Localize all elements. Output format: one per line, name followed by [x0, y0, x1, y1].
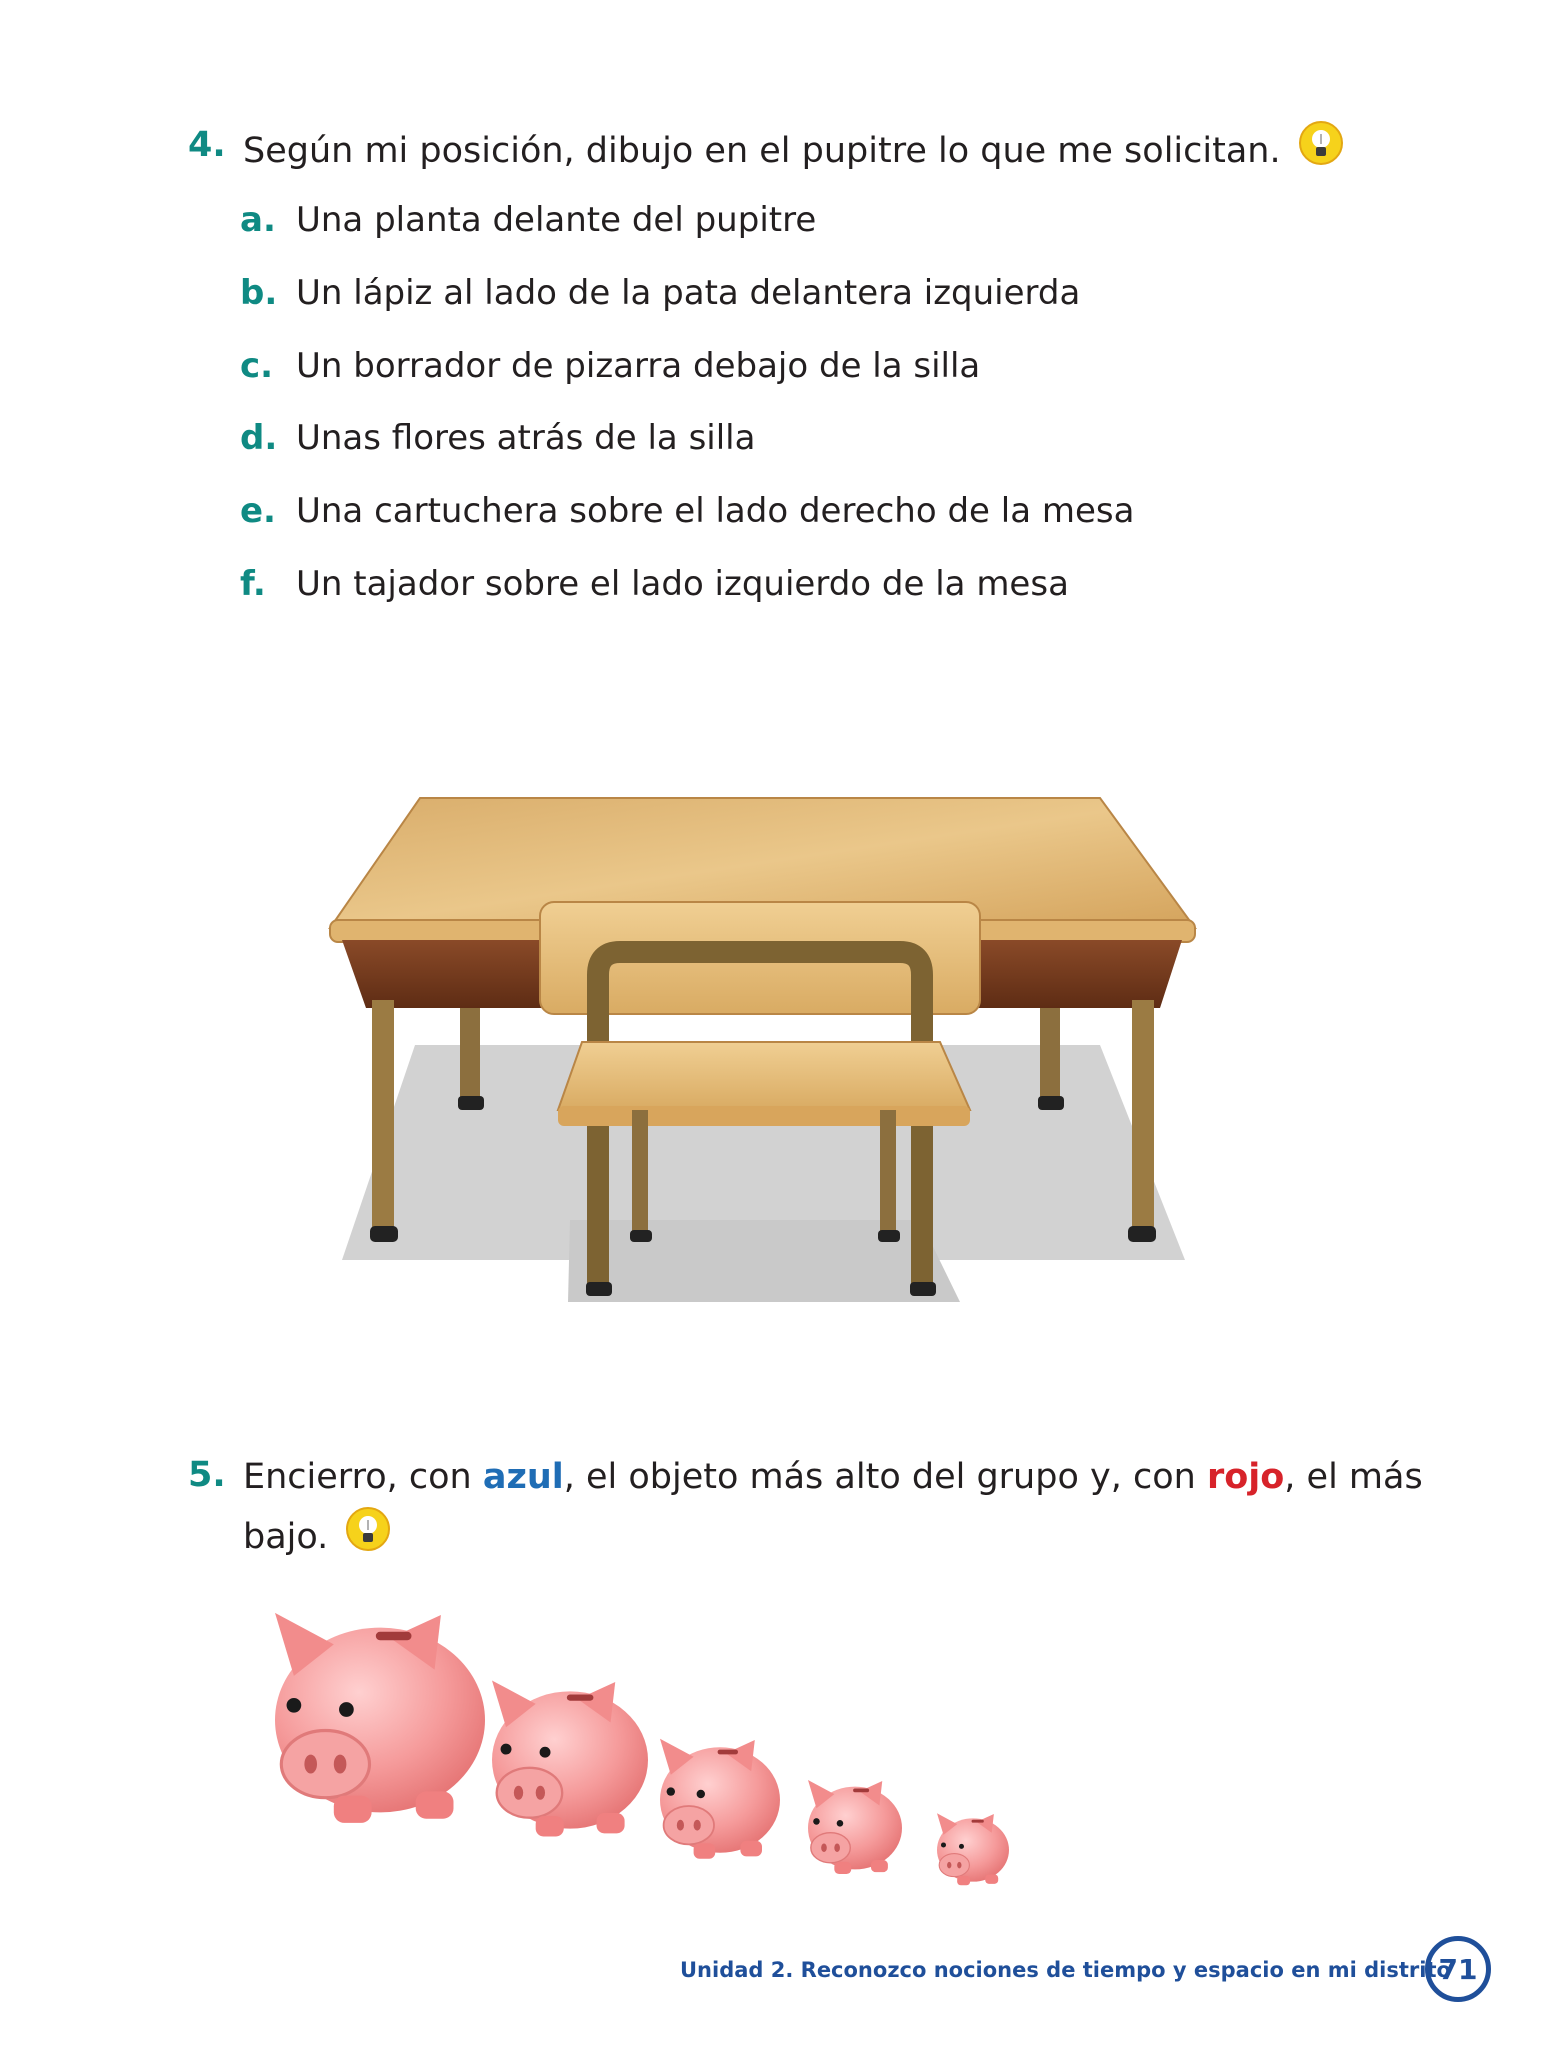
question-5-text-after: , el más	[1284, 1457, 1423, 1497]
question-4-text	[243, 120, 1344, 180]
lightbulb-icon	[345, 1506, 391, 1552]
item-text: Un tajador sobre el lado izquierdo de la mesa	[296, 564, 1069, 604]
question-5-text-before: Encierro, con	[243, 1457, 483, 1497]
item-letter: d.	[240, 418, 278, 458]
question-5-text	[243, 1448, 1423, 1566]
question-5-number: 5.	[188, 1455, 226, 1495]
page-number: 71	[1425, 1936, 1491, 2002]
question-5-blue-word: azul	[482, 1457, 564, 1497]
item-text: Unas flores atrás de la silla	[296, 418, 756, 458]
list-item-e	[240, 481, 1134, 541]
list-item-c	[240, 336, 980, 396]
question-5-text-middle: , el objeto más alto del grupo y, con	[563, 1457, 1207, 1497]
item-text: Una planta delante del pupitre	[296, 200, 817, 240]
list-item-f	[240, 554, 1069, 614]
item-text: Un lápiz al lado de la pata delantera izquierda	[296, 273, 1081, 313]
footer-unit-title: Unidad 2. Reconozco nociones de tiempo y espacio en mi distrito	[680, 1958, 1451, 1982]
lightbulb-icon	[1298, 120, 1344, 166]
piggy-banks-illustration	[255, 1600, 1055, 1910]
item-text: Una cartuchera sobre el lado derecho de la mesa	[296, 491, 1135, 531]
question-4-label: Según mi posición, dibujo en el pupitre lo que me solicitan.	[243, 131, 1281, 171]
item-letter: b.	[240, 273, 278, 313]
item-letter: f.	[240, 564, 266, 604]
desk-and-chair-illustration	[320, 780, 1220, 1320]
list-item-a	[240, 190, 816, 250]
question-5-red-word: rojo	[1206, 1457, 1285, 1497]
question-4-number: 4.	[188, 125, 226, 165]
item-letter: c.	[240, 346, 274, 386]
list-item-d	[240, 408, 755, 468]
item-letter: e.	[240, 491, 276, 531]
list-item-b	[240, 263, 1080, 323]
question-5-text-line2: bajo.	[243, 1517, 329, 1557]
item-letter: a.	[240, 200, 276, 240]
item-text: Un borrador de pizarra debajo de la silla	[296, 346, 981, 386]
